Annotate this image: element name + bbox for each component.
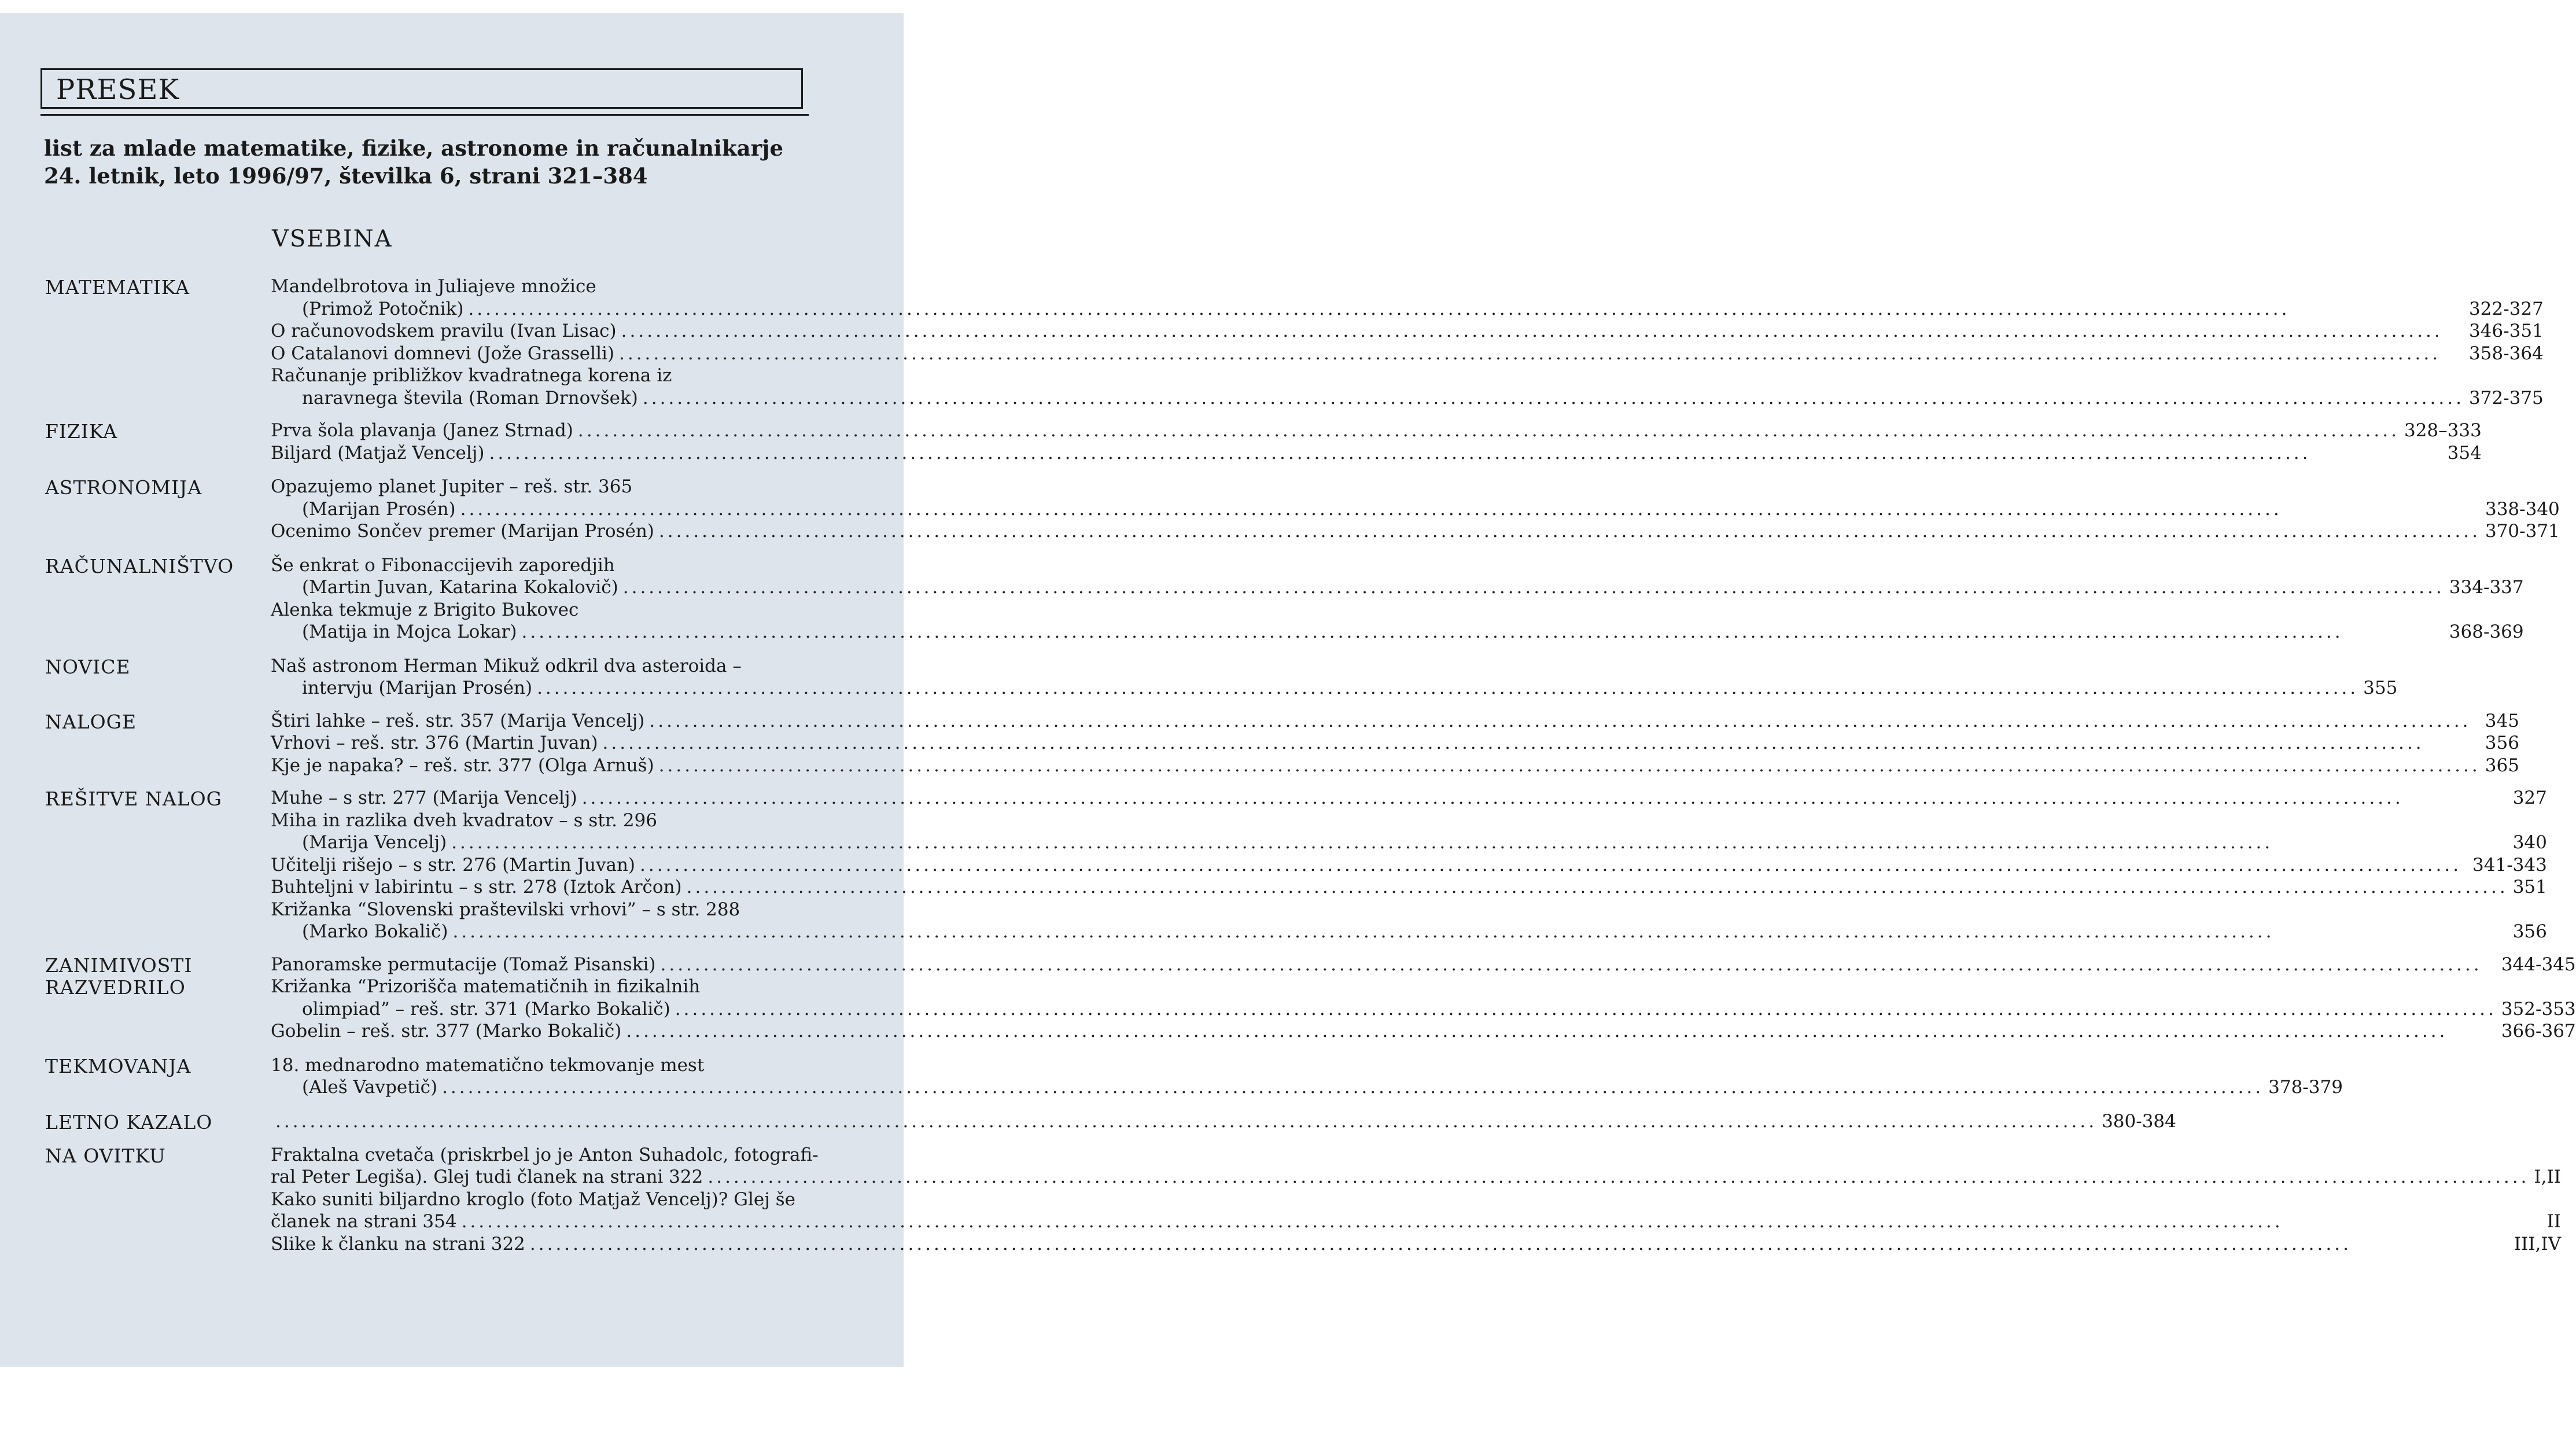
- page-number: III,IV: [2514, 1233, 2562, 1254]
- entry-text: Muhe – s str. 277 (Marija Vencelj): [271, 788, 577, 808]
- entry-line: [271, 831, 2547, 854]
- entry-line: [271, 854, 2547, 877]
- page-number: II: [2546, 1211, 2562, 1232]
- section-label: [45, 554, 271, 577]
- entry-line: [271, 1233, 2561, 1256]
- section-entries: [271, 554, 2524, 643]
- page-number: 365: [2485, 755, 2519, 776]
- dot-leader: [522, 621, 2445, 643]
- entry-text: Kje je napaka? – reš. str. 377 (Olga Arnuš): [271, 755, 654, 776]
- entry-text: Buhteljni v labirintu – s str. 278 (Iztok Arčon): [271, 877, 682, 897]
- section-entries: [271, 476, 2560, 543]
- section-label: [45, 787, 271, 810]
- entry-text: Vrhovi – reš. str. 376 (Martin Juvan): [271, 733, 598, 753]
- section-label-text: RAZVEDRILO: [45, 976, 186, 999]
- entry-text: članek na strani 354: [271, 1211, 457, 1232]
- toc-entry: [271, 343, 2544, 365]
- entry-text: Fraktalna cvetača (priskrbel jo je Anton Suhadolc, fotografi-: [271, 1144, 819, 1165]
- page-number: 372-375: [2468, 387, 2544, 409]
- entry-text: Panoramske permutacije (Tomaž Pisanski): [271, 954, 656, 975]
- dot-leader: [623, 576, 2445, 599]
- entry-text: 18. mednarodno matematično tekmovanje mest: [271, 1054, 705, 1076]
- section-label-text: RAČUNALNIŠTVO: [45, 554, 234, 577]
- toc-entry: [271, 854, 2547, 877]
- section-label: [45, 275, 271, 299]
- entry-line: [271, 921, 2547, 943]
- entry-text: (Marijan Prosén): [302, 498, 456, 520]
- dot-leader: [675, 998, 2497, 1021]
- entry-text: Prva šola plavanja (Janez Strnad): [271, 420, 573, 441]
- entry-line: [271, 420, 2482, 442]
- toc-entry: [271, 976, 2576, 1020]
- entry-line: [271, 1054, 2343, 1077]
- dot-leader: [460, 498, 2481, 521]
- entry-text: (Matija in Mojca Lokar): [302, 621, 517, 642]
- page-number: 380-384: [2102, 1110, 2176, 1132]
- entry-text: (Marko Bokalič): [302, 921, 448, 942]
- entry-line: [271, 1166, 2561, 1189]
- section-label: [45, 1110, 271, 1134]
- page-number: 344-345: [2501, 954, 2576, 975]
- entry-line: [271, 1020, 2576, 1043]
- toc-section: [45, 1144, 2562, 1256]
- entry-text: (Martin Juvan, Katarina Kokalovič): [302, 577, 618, 598]
- entry-text: Računanje približkov kvadratnega korena iz: [271, 365, 672, 386]
- page-number: 327: [2512, 788, 2547, 808]
- toc-entry: [271, 732, 2519, 755]
- toc-entry: [271, 1189, 2561, 1233]
- entry-line: [271, 365, 2544, 387]
- page-number: 345: [2485, 710, 2519, 731]
- dot-leader: [442, 1076, 2264, 1099]
- section-entries: [271, 710, 2519, 777]
- toc-entry: [271, 1144, 2561, 1189]
- toc-entry: [271, 442, 2482, 465]
- toc-entry: [271, 476, 2560, 520]
- page-number: 355: [2363, 678, 2398, 698]
- entry-line: [271, 320, 2544, 343]
- section-entries: [271, 954, 2576, 1043]
- toc-entry: [271, 876, 2547, 899]
- toc-entry: [271, 599, 2524, 643]
- dot-leader: [462, 1210, 2542, 1233]
- section-label: [45, 1144, 271, 1167]
- page-number: I,II: [2534, 1167, 2562, 1187]
- section-label-text: NA OVITKU: [45, 1144, 166, 1167]
- entry-line: [271, 1110, 2176, 1133]
- entry-text: (Primož Potočnik): [302, 298, 464, 319]
- entry-line: [271, 554, 2524, 577]
- toc-entry: [271, 787, 2547, 810]
- toc-section: [45, 476, 2560, 543]
- toc-section: [45, 420, 2482, 464]
- section-label-text: ASTRONOMIJA: [45, 476, 202, 499]
- section-entries: [271, 1054, 2343, 1099]
- entry-text: O Catalanovi domnevi (Jože Grasselli): [271, 343, 614, 364]
- entry-line: [271, 599, 2524, 621]
- entry-line: [271, 810, 2547, 832]
- entry-text: (Marija Vencelj): [302, 832, 447, 853]
- page-number: 338-340: [2485, 498, 2560, 520]
- dot-leader: [582, 787, 2508, 810]
- page-number: 354: [2447, 442, 2482, 463]
- toc-section: [45, 655, 2398, 700]
- entry-line: [271, 710, 2519, 733]
- section-label-text: MATEMATIKA: [45, 276, 190, 299]
- dot-leader: [451, 831, 2508, 854]
- entry-line: [271, 498, 2560, 521]
- toc-entry: [271, 320, 2544, 343]
- section-label-text: LETNO KAZALO: [45, 1110, 213, 1134]
- entry-text: (Aleš Vavpetič): [302, 1077, 438, 1098]
- entry-line: [271, 755, 2519, 777]
- contents-heading: VSEBINA: [272, 226, 393, 252]
- entry-line: [271, 442, 2482, 465]
- section-label-text: ZANIMIVOSTI: [45, 954, 193, 977]
- masthead-title: PRESEK: [56, 73, 180, 106]
- entry-text: Križanka “Slovenski praštevilski vrhovi” – s str. 288: [271, 899, 740, 920]
- toc-entry: [271, 810, 2547, 854]
- page-number: 356: [2512, 921, 2547, 942]
- entry-line: [271, 621, 2524, 643]
- toc-section: [45, 1110, 2176, 1134]
- entry-text: intervju (Marijan Prosén): [302, 678, 533, 698]
- toc-section: [45, 275, 2544, 409]
- entry-line: [271, 677, 2397, 700]
- section-label-text: FIZIKA: [45, 420, 118, 443]
- dot-leader: [619, 343, 2464, 365]
- entry-line: [271, 275, 2544, 298]
- section-label: [45, 420, 271, 443]
- entry-line: [271, 520, 2560, 543]
- page-number: 356: [2485, 733, 2519, 753]
- entry-line: [271, 787, 2547, 810]
- page-number: 334-337: [2449, 577, 2524, 598]
- entry-line: [271, 998, 2576, 1021]
- page-number: 351: [2512, 877, 2547, 897]
- page-number: 378-379: [2268, 1077, 2343, 1098]
- subtitle-line-2: 24. letnik, leto 1996/97, številka 6, strani 321–384: [44, 163, 648, 189]
- toc-entry: [271, 365, 2544, 409]
- page-number: 358-364: [2468, 343, 2544, 364]
- subtitle-line-1: list za mlade matematike, fizike, astronome in računalnikarje: [44, 135, 783, 161]
- dot-leader: [687, 876, 2508, 899]
- dot-leader: [643, 387, 2464, 410]
- masthead-box: [40, 68, 803, 109]
- section-label-text: REŠITVE NALOG: [45, 788, 223, 810]
- section-label: [45, 476, 271, 499]
- entry-line: [271, 732, 2519, 755]
- entry-text: Naš astronom Herman Mikuž odkril dva asteroida –: [271, 655, 742, 676]
- toc-section: [45, 710, 2519, 777]
- section-entries: [271, 1144, 2561, 1256]
- entry-text: Opazujemo planet Jupiter – reš. str. 365: [271, 476, 633, 497]
- entry-text: Učitelji rišejo – s str. 276 (Martin Juvan): [271, 854, 636, 875]
- entry-text: Kako suniti biljardno kroglo (foto Matjaž Vencelj)? Glej še: [271, 1189, 795, 1210]
- dot-leader: [626, 1020, 2496, 1043]
- page-number: 322-327: [2468, 298, 2544, 319]
- page-number: 341-343: [2472, 854, 2547, 875]
- toc-section: [45, 1054, 2343, 1099]
- entry-text: Slike k članku na strani 322: [271, 1233, 525, 1254]
- dot-leader: [659, 520, 2481, 543]
- section-entries: [271, 275, 2544, 409]
- dot-leader: [452, 921, 2508, 943]
- entry-text: Miha in razlika dveh kvadratov – s str. 296: [271, 810, 657, 831]
- dot-leader: [659, 755, 2481, 777]
- section-entries: [271, 1110, 2176, 1133]
- toc-entry: [271, 554, 2524, 599]
- entry-text: olimpiad” – reš. str. 371 (Marko Bokalič): [302, 998, 670, 1020]
- toc-section: [45, 787, 2547, 943]
- entry-line: [271, 976, 2576, 998]
- entry-line: [271, 1144, 2561, 1167]
- section-label: [45, 1054, 271, 1077]
- toc-entry: [271, 954, 2576, 976]
- toc-entry: [271, 710, 2519, 733]
- dot-leader: [468, 298, 2464, 321]
- toc-entry: [271, 275, 2544, 320]
- toc-entry: [271, 1020, 2576, 1043]
- entry-text: Še enkrat o Fibonaccijevih zaporedjih: [271, 554, 615, 576]
- toc-entry: [271, 655, 2397, 700]
- entry-line: [271, 387, 2544, 410]
- toc-section: [45, 554, 2524, 643]
- entry-line: [271, 1189, 2561, 1211]
- entry-line: [271, 876, 2547, 899]
- section-label: [45, 710, 271, 733]
- dot-leader: [649, 710, 2480, 733]
- toc-entry: [271, 899, 2547, 943]
- entry-line: [271, 298, 2544, 321]
- entry-line: [271, 899, 2547, 921]
- entry-text: Ocenimo Sončev premer (Marijan Prosén): [271, 521, 654, 542]
- toc-entry: [271, 1110, 2176, 1133]
- page-number: 370-371: [2485, 521, 2560, 542]
- entry-line: [271, 1076, 2343, 1099]
- entry-line: [271, 476, 2560, 498]
- entry-text: Križanka “Prizorišča matematičnih in fizikalnih: [271, 976, 701, 997]
- section-label-text: NOVICE: [45, 655, 131, 678]
- section-label: [45, 655, 271, 678]
- entry-line: [271, 576, 2524, 599]
- entry-text: Štiri lahke – reš. str. 357 (Marija Vencelj): [271, 710, 645, 731]
- toc-entry: [271, 520, 2560, 543]
- toc-entry: [271, 420, 2482, 442]
- dot-leader: [707, 1166, 2529, 1189]
- dot-leader: [275, 1110, 2097, 1133]
- entry-line: [271, 954, 2576, 976]
- entry-text: Biljard (Matjaž Vencelj): [271, 442, 485, 463]
- dot-leader: [489, 442, 2442, 465]
- dot-leader: [640, 854, 2468, 877]
- dot-leader: [661, 954, 2497, 976]
- toc-entry: [271, 755, 2519, 777]
- section-entries: [271, 655, 2397, 700]
- section-entries: [271, 420, 2482, 464]
- page-number: 328–333: [2404, 420, 2482, 441]
- dot-leader: [537, 677, 2358, 700]
- dot-leader: [530, 1233, 2509, 1256]
- dot-leader: [621, 320, 2464, 343]
- section-label: [45, 954, 271, 999]
- page-number: 352-353: [2501, 998, 2576, 1020]
- page-number: 366-367: [2501, 1021, 2576, 1042]
- entry-text: naravnega števila (Roman Drnovšek): [302, 387, 638, 409]
- toc-section: [45, 954, 2576, 1043]
- dot-leader: [578, 420, 2400, 442]
- dot-leader: [603, 732, 2481, 755]
- toc-entry: [271, 1054, 2343, 1099]
- entry-text: Alenka tekmuje z Brigito Bukovec: [271, 599, 579, 620]
- entry-text: Mandelbrotova in Juliajeve množice: [271, 276, 596, 297]
- entry-text: O računovodskem pravilu (Ivan Lisac): [271, 321, 617, 341]
- section-entries: [271, 787, 2547, 943]
- entry-line: [271, 343, 2544, 365]
- toc-entry: [271, 1233, 2561, 1256]
- entry-text: ral Peter Legiša). Glej tudi članek na strani 322: [271, 1167, 703, 1187]
- page-number: 368-369: [2449, 621, 2524, 642]
- entry-line: [271, 655, 2397, 678]
- masthead-rule: [40, 114, 809, 116]
- section-label-text: NALOGE: [45, 710, 137, 733]
- entry-line: [271, 1210, 2561, 1233]
- page-number: 340: [2512, 832, 2547, 853]
- subtitle: [44, 134, 783, 190]
- section-label-text: TEKMOVANJA: [45, 1054, 191, 1077]
- entry-text: Gobelin – reš. str. 377 (Marko Bokalič): [271, 1021, 622, 1042]
- table-of-contents: [45, 275, 2576, 1255]
- page-number: 346-351: [2468, 321, 2544, 341]
